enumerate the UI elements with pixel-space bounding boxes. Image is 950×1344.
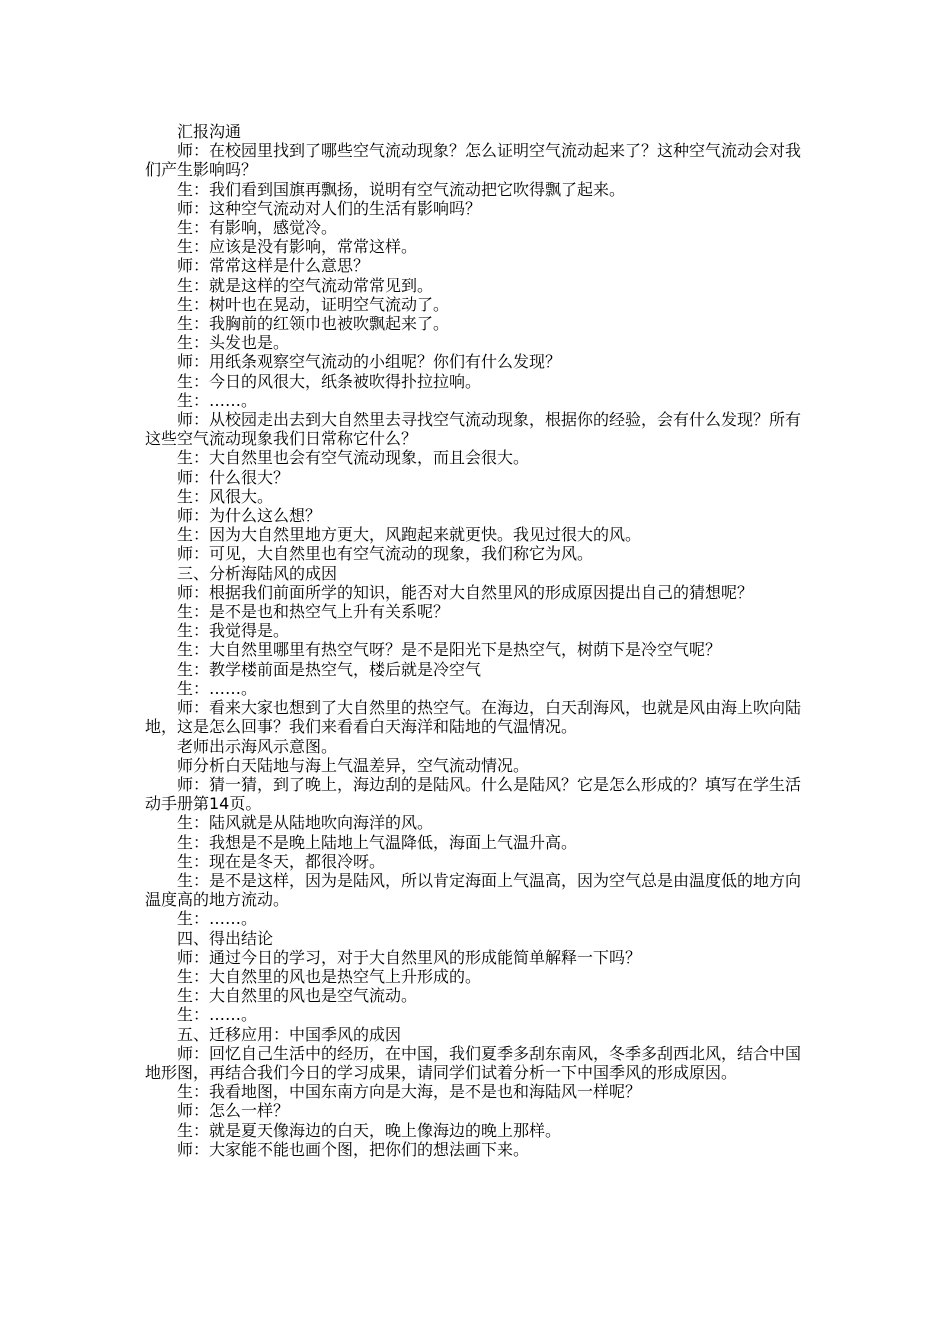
paragraph: 生：大自然里也会有空气流动现象，而且会很大。 — [177, 448, 530, 468]
paragraph: 生：我胸前的红领巾也被吹飘起来了。 — [177, 314, 450, 334]
paragraph: 师：怎么一样？ — [177, 1101, 290, 1121]
paragraph: 生：大自然里哪里有热空气呀？是不是阳光下是热空气，树荫下是冷空气呢？ — [177, 640, 722, 660]
paragraph: 生：大自然里的风也是空气流动。 — [177, 986, 418, 1006]
paragraph: 师：这种空气流动对人们的生活有影响吗？ — [177, 198, 482, 218]
paragraph: 师：从校园走出去到大自然里去寻找空气流动现象，根据你的经验，会有什么发现？所有这些空气流动现象我们日常称它什么？ — [145, 410, 802, 449]
paragraph: 生：因为大自然里地方更大，风跑起来就更快。我见过很大的风。 — [177, 525, 642, 545]
paragraph: 师：看来大家也想到了大自然里的热空气。在海边，白天刮海风，也就是风由海上吹向陆地，这是怎么回事？我们来看看白天海洋和陆地的气温情况。 — [145, 698, 802, 737]
section-heading: 三、分析海陆风的成因 — [177, 563, 338, 583]
paragraph: 生：我们看到国旗再飘扬，说明有空气流动把它吹得飘了起来。 — [177, 179, 626, 199]
paragraph: 生：大自然里的风也是热空气上升形成的。 — [177, 966, 482, 986]
paragraph: 生：就是这样的空气流动常常见到。 — [177, 275, 434, 295]
paragraph: 生：就是夏天像海边的白天，晚上像海边的晚上那样。 — [177, 1120, 562, 1140]
paragraph: 生：应该是没有影响，常常这样。 — [177, 237, 418, 257]
paragraph: 师：猜一猜，到了晚上，海边刮的是陆风。什么是陆风？它是怎么形成的？填写在学生活动手册第14页。 — [145, 774, 802, 814]
paragraph: 师：用纸条观察空气流动的小组呢？你们有什么发现？ — [177, 352, 562, 372]
paragraph: 生：现在是冬天，都很冷呀。 — [177, 851, 386, 871]
paragraph: 生：风很大。 — [177, 486, 274, 506]
paragraph: 生：我觉得是。 — [177, 621, 290, 641]
paragraph: 师：在校园里找到了哪些空气流动现象？怎么证明空气流动起来了？这种空气流动会对我们产生影响吗？ — [145, 141, 802, 180]
paragraph: 生：是不是也和热空气上升有关系呢？ — [177, 602, 450, 622]
paragraph: 生：我看地图，中国东南方向是大海，是不是也和海陆风一样呢？ — [177, 1082, 642, 1102]
paragraph: 生：有影响，感觉冷。 — [177, 218, 338, 238]
paragraph: 生：……。 — [177, 1005, 258, 1025]
paragraph: 师：可见，大自然里也有空气流动的现象，我们称它为风。 — [177, 544, 594, 564]
paragraph: 师分析白天陆地与海上气温差异，空气流动情况。 — [177, 755, 530, 775]
paragraph: 生：今日的风很大，纸条被吹得扑拉拉响。 — [177, 371, 482, 391]
paragraph: 老师出示海风示意图。 — [177, 736, 338, 756]
paragraph: 师：大家能不能也画个图，把你们的想法画下来。 — [177, 1139, 530, 1159]
paragraph: 师：根据我们前面所学的知识，能否对大自然里风的形成原因提出自己的猜想呢？ — [177, 582, 754, 602]
document-body — [145, 122, 815, 1159]
paragraph: 师：为什么这么想？ — [177, 506, 322, 526]
paragraph: 师：回忆自己生活中的经历，在中国，我们夏季多刮东南风，冬季多刮西北风，结合中国地形图，再结合我们今日的学习成果，请同学们试着分析一下中国季风的形成原因。 — [145, 1043, 802, 1082]
section-heading: 五、迁移应用：中国季风的成因 — [177, 1024, 402, 1044]
paragraph: 生：树叶也在晃动，证明空气流动了。 — [177, 294, 450, 314]
paragraph: 生：头发也是。 — [177, 333, 290, 353]
paragraph: 生：陆风就是从陆地吹向海洋的风。 — [177, 813, 434, 833]
section-heading: 汇报沟通 — [177, 122, 242, 141]
paragraph: 生：是不是这样，因为是陆风，所以肯定海面上气温高，因为空气总是由温度低的地方向温度高的地方流动。 — [145, 870, 802, 910]
paragraph: 师：常常这样是什么意思？ — [177, 256, 370, 276]
section-heading: 四、得出结论 — [177, 928, 274, 948]
paragraph: 师：通过今日的学习，对于大自然里风的形成能简单解释一下吗？ — [177, 947, 642, 967]
paragraph: 生：教学楼前面是热空气，楼后就是冷空气 — [177, 659, 482, 679]
paragraph: 生：……。 — [177, 909, 258, 929]
paragraph: 生：我想是不是晚上陆地上气温降低，海面上气温升高。 — [177, 832, 578, 852]
paragraph: 师：什么很大？ — [177, 467, 290, 487]
paragraph: 生：……。 — [177, 390, 258, 410]
paragraph: 生：……。 — [177, 678, 258, 698]
